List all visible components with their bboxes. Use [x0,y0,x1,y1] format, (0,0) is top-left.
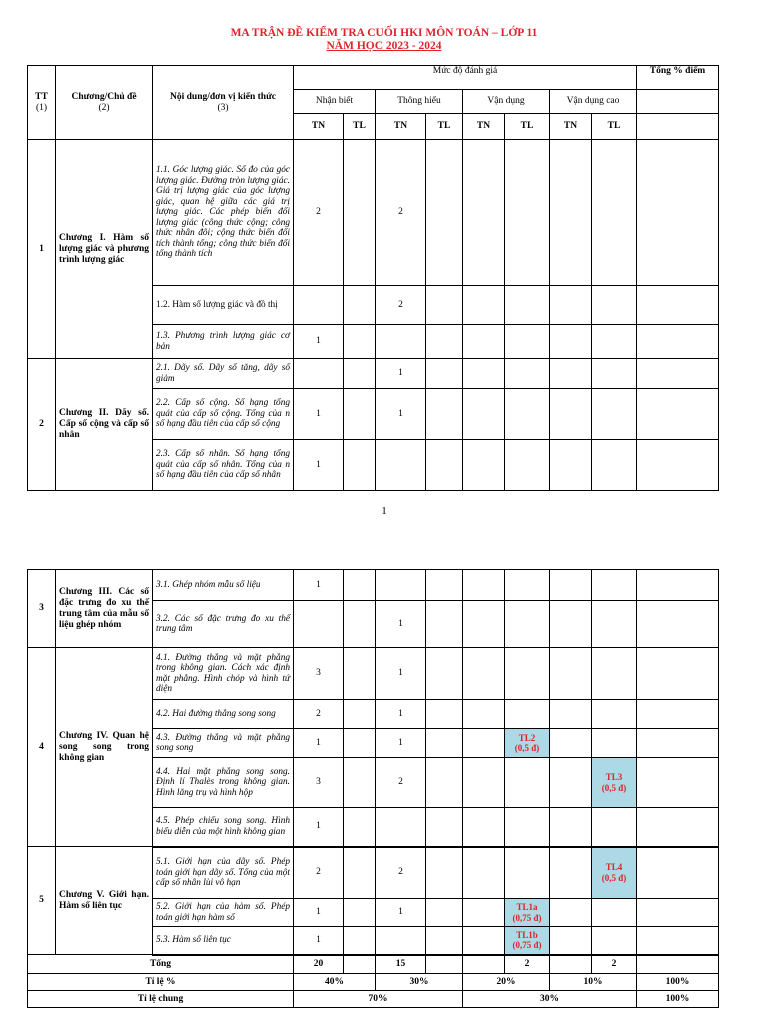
header-tt-label: TT [35,91,48,102]
nb-tn-cell: 1 [294,389,344,440]
chapter-tt: 1 [28,140,56,359]
content-cell: 5.2. Giới hạn của hàm số. Phép toán giới hạn hàm số [153,899,294,927]
th-tn-cell: 1 [376,729,426,758]
chapter-tt: 5 [28,847,56,955]
vdc-tl-badge [592,758,637,808]
header-chuong [56,66,153,140]
title-line-1: MA TRẬN ĐỀ KIỂM TRA CUỐI HKI MÔN TOÁN – LỚP 11 [230,27,538,39]
content-cell: 3.1. Ghép nhóm mẫu số liệu [153,570,294,601]
th-tn-cell: 1 [376,700,426,729]
matrix-table-page-1 [27,65,719,491]
content-cell: 4.1. Đường thẳng và mặt phẳng trong không gian. Cách xác định mặt phẳng. Hình chóp và hình tứ diện [153,648,294,700]
header-tt-num: (1) [35,102,48,113]
vd-tl-points: (0,75 đ) [512,940,542,951]
content-cell: 5.3. Hàm số liên tục [153,927,294,955]
vdc-tl-points: (0,5 đ) [601,782,627,793]
content-cell: 4.3. Đường thẳng và mặt phẳng song song [153,729,294,758]
title-line-2: NĂM HỌC 2023 - 2024 [326,40,442,52]
nb-tn-cell: 1 [294,325,344,359]
content-cell: 1.2. Hàm số lượng giác và đồ thị [153,286,294,325]
header-tn: TN [376,114,426,140]
header-level-vandungcao: Vận dụng cao [550,90,637,114]
vd-tl-points: (0,75 đ) [512,912,542,923]
nb-tn-cell: 1 [294,729,344,758]
header-tn: TN [550,114,592,140]
header-tl: TL [426,114,463,140]
nb-tn-cell: 2 [294,847,344,899]
th-tn-cell: 2 [376,140,426,286]
ratio-label: Tỉ lệ % [28,974,294,991]
ratio-nb: 40% [294,974,376,991]
header-level-vandung: Vận dụng [463,90,550,114]
th-tn-cell: 2 [376,847,426,899]
vdc-tl-points: (0,5 đ) [601,872,627,883]
nb-tn-cell: 1 [294,808,344,847]
ratio-row [28,974,719,991]
th-tn-cell: 1 [376,648,426,700]
chapter-name: Chương I. Hàm số lượng giác và phương trình lượng giác [56,140,153,359]
header-tong-blank [637,114,719,140]
page-number: 1 [381,505,387,517]
total-label: Tổng [28,955,294,974]
table-row [28,648,719,700]
th-tn-cell: 1 [376,601,426,648]
vd-tl-badge [505,729,550,758]
total-vd: 2 [505,955,550,974]
content-cell: 2.1. Dãy số. Dãy số tăng, dãy số giảm [153,359,294,389]
nb-tn-cell: 2 [294,140,344,286]
content-cell: 1.1. Góc lượng giác. Số đo của góc lượng giác. Đường tròn lượng giác. Giá trị lượng giác của góc lượng giác, quan hệ giữa các giá trị lượng giác. Các phép biến đổi lượng giác (công thức cộng; công thức nhân đôi; cộng thức biến đổi tích thành tổng; công thức biến đổi tổng thành tích [153,140,294,286]
content-cell: 4.2. Hai đường thẳng song song [153,700,294,729]
total-th: 15 [376,955,426,974]
chapter-name: Chương III. Các số đặc trưng đo xu thế trung tâm của mẫu số liệu ghép nhóm [56,570,153,648]
th-tn-cell: 1 [376,359,426,389]
total-row [28,955,719,974]
chapter-tt: 2 [28,359,56,491]
table-row [28,359,719,389]
chapter-name: Chương V. Giới hạn. Hàm số liên tục [56,847,153,955]
content-cell: 4.4. Hai mặt phẳng song song. Định lí Thalès trong không gian. Hình lăng trụ và hình hộp [153,758,294,808]
header-chuong-num: (2) [98,102,110,113]
chapter-name: Chương IV. Quan hệ song song trong không gian [56,648,153,847]
vd-tl-code: TL1a [516,902,538,912]
total-nb: 20 [294,955,344,974]
content-cell: 2.2. Cấp số cộng. Số hạng tổng quát của cấp số cộng. Tổng của n số hạng đầu tiên của cấp số cộng [153,389,294,440]
chapter-tt: 4 [28,648,56,847]
th-tn-cell: 1 [376,389,426,440]
content-cell: 3.2. Các số đặc trưng đo xu thế trung tâm [153,601,294,648]
matrix-table-page-2 [27,569,719,1008]
header-noidung [153,66,294,140]
vdc-tl-code: TL4 [605,862,623,873]
header-tl: TL [344,114,376,140]
nb-tn-cell: 3 [294,648,344,700]
ratio-total: 100% [637,974,719,991]
header-tn: TN [294,114,344,140]
total-vdc: 2 [592,955,637,974]
ratio-th: 30% [376,974,463,991]
nb-tn-cell: 1 [294,927,344,955]
header-chuong-label: Chương/Chủ đề [71,91,137,102]
vdc-tl-code: TL3 [605,772,623,782]
th-tn-cell: 1 [376,899,426,927]
table-row [28,140,719,286]
header-mucdo: Mức độ đánh giá [294,66,637,90]
general-ratio-2: 30% [463,991,637,1008]
nb-tn-cell: 3 [294,758,344,808]
general-ratio-total: 100% [637,991,719,1008]
table-row [28,570,719,601]
header-noidung-label: Nội dung/đơn vị kiến thức [170,91,276,102]
header-noidung-num: (3) [217,102,229,113]
vd-tl-badge [505,927,550,955]
header-tl: TL [592,114,637,140]
vd-tl-code: TL1b [516,929,538,940]
th-tn-cell: 2 [376,758,426,808]
content-cell: 4.5. Phép chiếu song song. Hình biểu diễn của một hình không gian [153,808,294,847]
general-ratio-row [28,991,719,1008]
header-level-nhanbiet: Nhận biết [294,90,376,114]
general-ratio-1: 70% [294,991,463,1008]
content-cell: 5.1. Giới hạn của dãy số. Phép toán giới hạn dãy số. Tổng của một cấp số nhân lùi vô hạn [153,847,294,899]
vd-tl-points: (0,5 đ) [514,743,540,753]
content-cell: 1.3. Phương trình lượng giác cơ bản [153,325,294,359]
header-tn: TN [463,114,505,140]
vd-tl-code: TL2 [518,732,536,743]
vdc-tl-badge [592,847,637,899]
header-level-thonghieu: Thông hiểu [376,90,463,114]
ratio-vdc: 10% [550,974,637,991]
vd-tl-badge [505,899,550,927]
nb-tn-cell: 1 [294,570,344,601]
page-title [0,27,768,53]
chapter-tt: 3 [28,570,56,648]
header-tl: TL [505,114,550,140]
header-tong-blank [637,90,719,114]
content-cell: 2.3. Cấp số nhân. Số hạng tổng quát của cấp số nhân. Tổng của n số hạng đầu tiên của cấp số nhân [153,440,294,491]
ratio-vd: 20% [463,974,550,991]
chapter-name: Chương II. Dãy số. Cấp số cộng và cấp số nhân [56,359,153,491]
general-ratio-label: Tỉ lệ chung [28,991,294,1008]
nb-tn-cell: 2 [294,700,344,729]
nb-tn-cell: 1 [294,899,344,927]
header-tong: Tổng % điểm [637,66,719,90]
nb-tn-cell: 1 [294,440,344,491]
table-row [28,847,719,899]
header-tt [28,66,56,140]
th-tn-cell: 2 [376,286,426,325]
